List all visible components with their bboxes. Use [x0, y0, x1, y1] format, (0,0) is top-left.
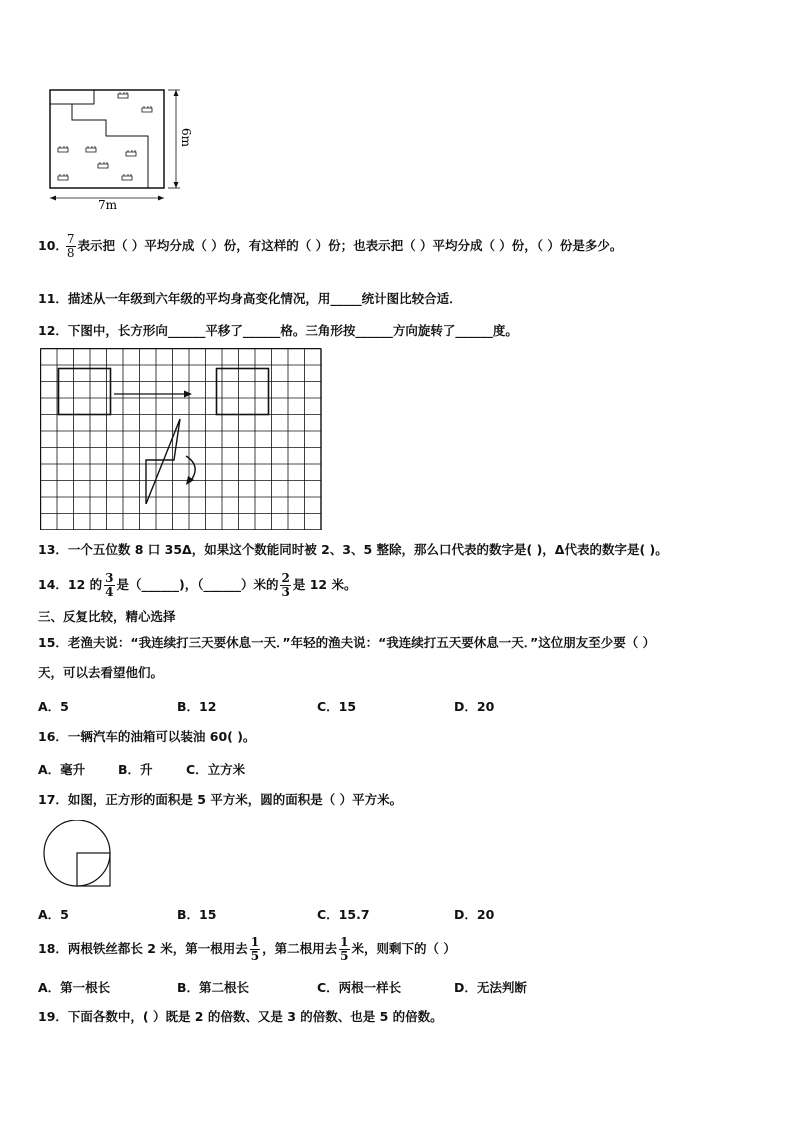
question-19: 19．下面各数中，( ）既是 2 的倍数、又是 3 的倍数、也是 5 的倍数。	[38, 1009, 443, 1024]
circle-square-figure	[40, 820, 120, 890]
question-11: 11．描述从一年级到六年级的平均身高变化情况，用_____统计图比较合适．	[38, 291, 462, 306]
option-a[interactable]: A．5	[38, 699, 69, 714]
option-c[interactable]: C．15	[317, 699, 357, 714]
rectangle-translated	[217, 369, 269, 415]
section-heading: 三、反复比较，精心选择	[38, 609, 176, 624]
question-10	[38, 233, 622, 260]
option-c[interactable]: C．15.7	[317, 907, 370, 922]
option-b[interactable]: B．12	[177, 699, 217, 714]
option-d[interactable]: D．无法判断	[454, 980, 527, 995]
question-13: 13．一个五位数 8 口 35Δ，如果这个数能同时被 2、3、5 整除，那么口代表的数字是( )，Δ代表的数字是( )。	[38, 542, 668, 557]
fraction-1-5: $\frac{1}{5}$	[250, 935, 260, 963]
fraction-1-5: $\frac{1}{5}$	[340, 935, 349, 963]
fraction-3-4: $\frac{3}{4}$	[105, 571, 114, 599]
height-label: 6m	[179, 128, 193, 148]
option-b[interactable]: B．第二根长	[177, 980, 250, 995]
question-15-line-1: 15．老渔夫说：“我连续打三天要休息一天．”年轻的渔夫说：“我连续打五天要休息一天．”这位朋友至少要（ ）	[38, 635, 656, 650]
garden-plot-figure	[44, 86, 194, 211]
question-17: 17．如图，正方形的面积是 5 平方米，圆的面积是（ ）平方米。	[38, 792, 403, 807]
question-12: 12．下图中，长方形向______平移了______格。三角形按______方向旋转了______度。	[38, 323, 518, 338]
option-c[interactable]: C．立方米	[186, 762, 246, 777]
fraction-7-8: $\frac{7}{8}$	[66, 232, 75, 260]
question-15-line-2: 天，可以去看望他们。	[38, 665, 164, 680]
question-text: 表示把（ ）平均分成（ ）份，有这样的（ ）份；也表示把（ ）平均分成（ ）份，（ ）份是多少。	[77, 238, 623, 253]
option-a[interactable]: A．5	[38, 907, 69, 922]
rectangle-original	[59, 369, 111, 415]
translation-rotation-grid	[40, 348, 330, 530]
option-a[interactable]: A．毫升	[38, 762, 86, 777]
triangle-shape	[146, 419, 180, 504]
fraction-2-3: $\frac{2}{3}$	[281, 571, 290, 599]
question-number: 10．	[38, 238, 68, 253]
option-d[interactable]: D．20	[454, 699, 495, 714]
width-label: 7m	[98, 198, 118, 211]
question-18: 18．两根铁丝都长 2 米，第一根用去 $\frac{1}{5}$ ，第二根用去 $\frac{1}{5}$ 米，则剩下的（ ）	[38, 935, 456, 963]
question-16: 16．一辆汽车的油箱可以装油 60( )。	[38, 729, 256, 744]
question-14: 14．12 的 $\frac{3}{4}$ 是（______)，（______）米的 $\frac{2}{3}$ 是 12 米。	[38, 571, 357, 599]
option-d[interactable]: D．20	[454, 907, 495, 922]
option-b[interactable]: B．15	[177, 907, 217, 922]
option-c[interactable]: C．两根一样长	[317, 980, 402, 995]
option-a[interactable]: A．第一根长	[38, 980, 111, 995]
option-b[interactable]: B．升	[118, 762, 153, 777]
